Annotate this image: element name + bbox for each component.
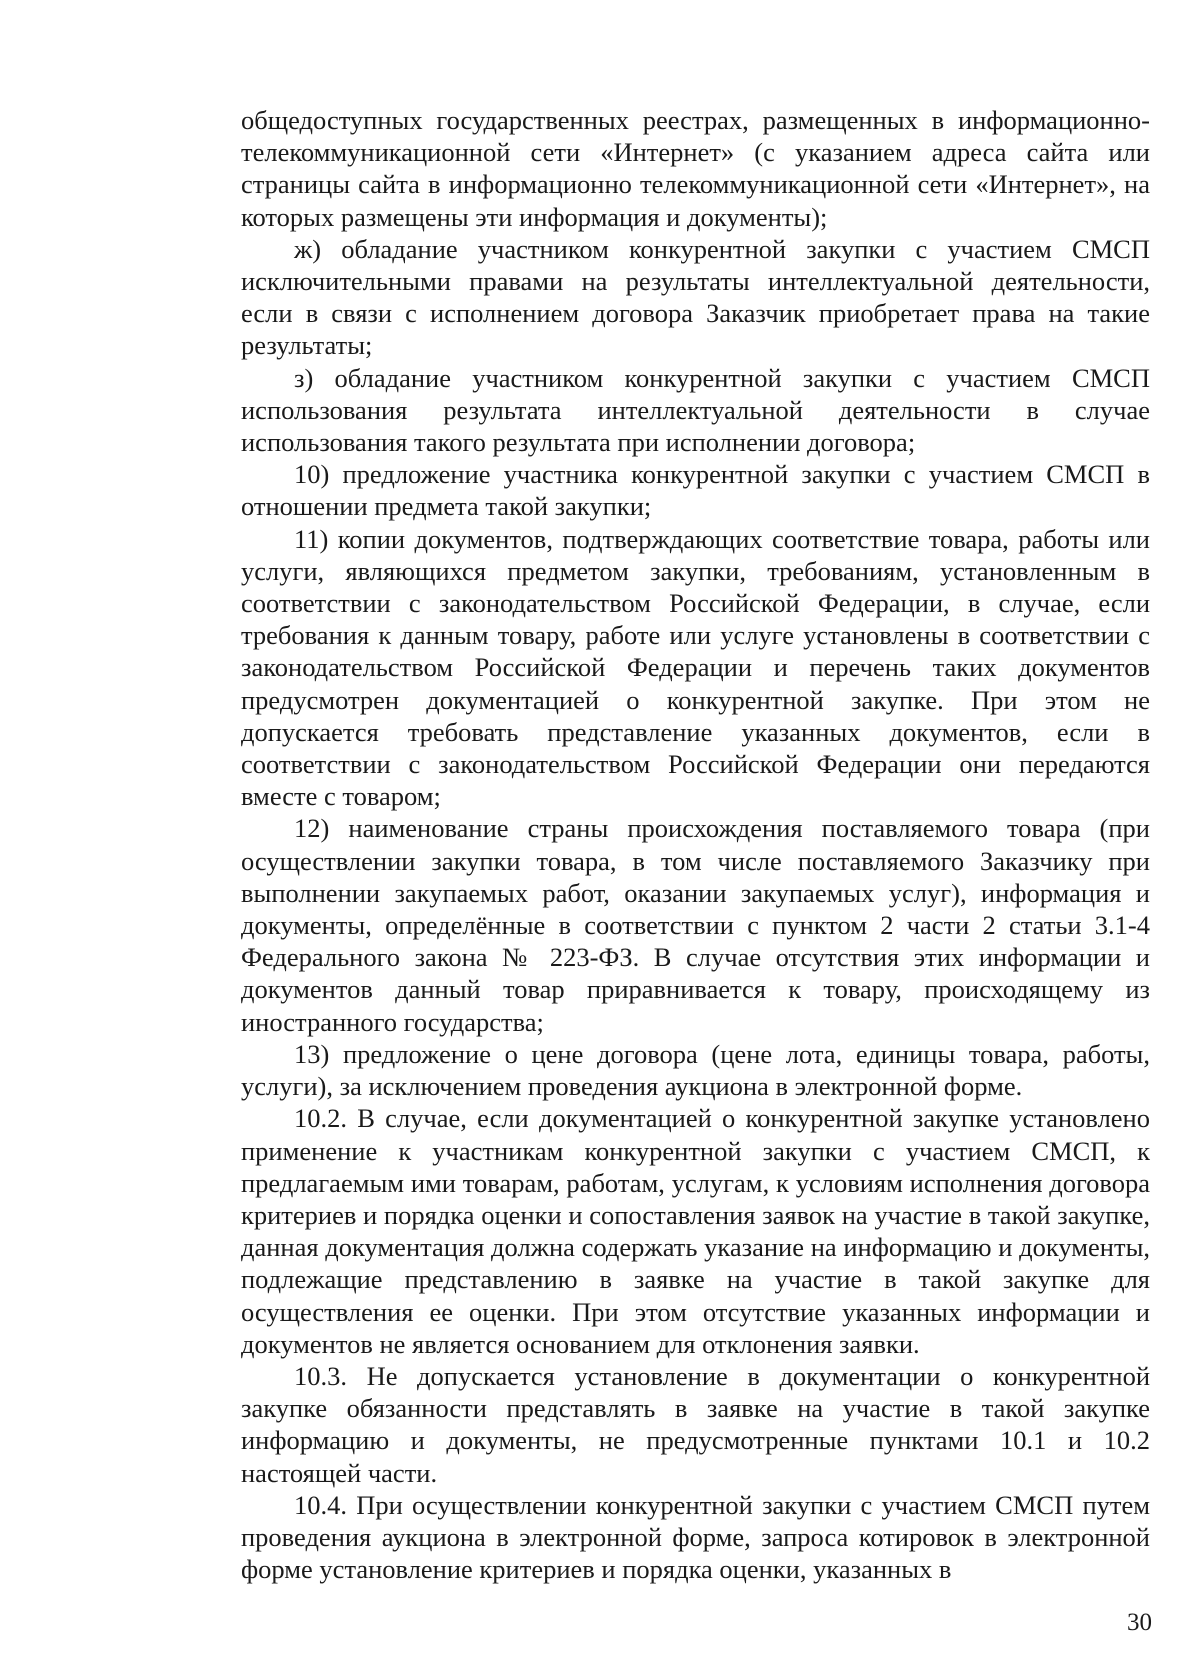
paragraph-item-zh: ж) обладание участником конкурентной закупки с участием СМСП исключительными правами на результаты интеллектуальной деятельности, если в связи с исполнением договора Заказчик приобретает права на такие результаты; [241,233,1150,361]
paragraph-item-13: 13) предложение о цене договора (цене лота, единицы товара, работы, услуги), за исключением проведения аукциона в электронной форме. [241,1038,1150,1102]
paragraph-continuation: общедоступных государственных реестрах, размещенных в информационно-телекоммуникационной сети «Интернет» (с указанием адреса сайта или страницы сайта в информационно телекоммуникационной сети «Интернет», на которых размещены эти информация и документы); [241,105,1150,232]
paragraph-item-z: з) обладание участником конкурентной закупки с участием СМСП использования результата интеллектуальной деятельности в случае использования такого результата при исполнении договора; [241,362,1150,458]
paragraph-item-11: 11) копии документов, подтверждающих соответствие товара, работы или услуги, являющихся предметом закупки, требованиям, установленным в соответствии с законодательством Российской Федерации, в случае, если требования к данным товару, работе или услуге установлены в соответствии с законодательством Российской Федерации и перечень таких документов предусмотрен документацией о конкурентной закупке. При этом не допускается требовать представление указанных документов, если в соответствии с законодательством Российской Федерации они передаются вместе с товаром; [241,523,1150,812]
page-number: 30 [1127,1609,1152,1636]
document-body [241,104,1150,1585]
paragraph-clause-10-4: 10.4. При осуществлении конкурентной закупки с участием СМСП путем проведения аукциона в электронной форме, запроса котировок в электронной форме установление критериев и порядка оценки, указанных в [241,1489,1150,1585]
paragraph-clause-10-3: 10.3. Не допускается установление в документации о конкурентной закупке обязанности представлять в заявке на участие в такой закупке информацию и документы, не предусмотренные пунктами 10.1 и 10.2 настоящей части. [241,1360,1150,1488]
paragraph-item-10: 10) предложение участника конкурентной закупки с участием СМСП в отношении предмета такой закупки; [241,459,1150,522]
paragraph-item-12: 12) наименование страны происхождения поставляемого товара (при осуществлении закупки товара, в том числе поставляемого Заказчику при выполнении закупаемых работ, оказании закупаемых услуг), информация и документы, определённые в соответствии с пунктом 2 части 2 статьи 3.1-4 Федерального закона № 223-ФЗ. В случае отсутствия этих информации и документов данный товар приравнивается к товару, происходящему из иностранного государства; [241,813,1150,1037]
paragraph-clause-10-2: 10.2. В случае, если документацией о конкурентной закупке установлено применение к участникам конкурентной закупки с участием СМСП, к предлагаемым ими товарам, работам, услугам, к условиям исполнения договора критериев и порядка оценки и сопоставления заявок на участие в такой закупке, данная документация должна содержать указание на информацию и документы, подлежащие представлению в заявке на участие в такой закупке для осуществления ее оценки. При этом отсутствие указанных информации и документов не является основанием для отклонения заявки. [241,1103,1150,1359]
